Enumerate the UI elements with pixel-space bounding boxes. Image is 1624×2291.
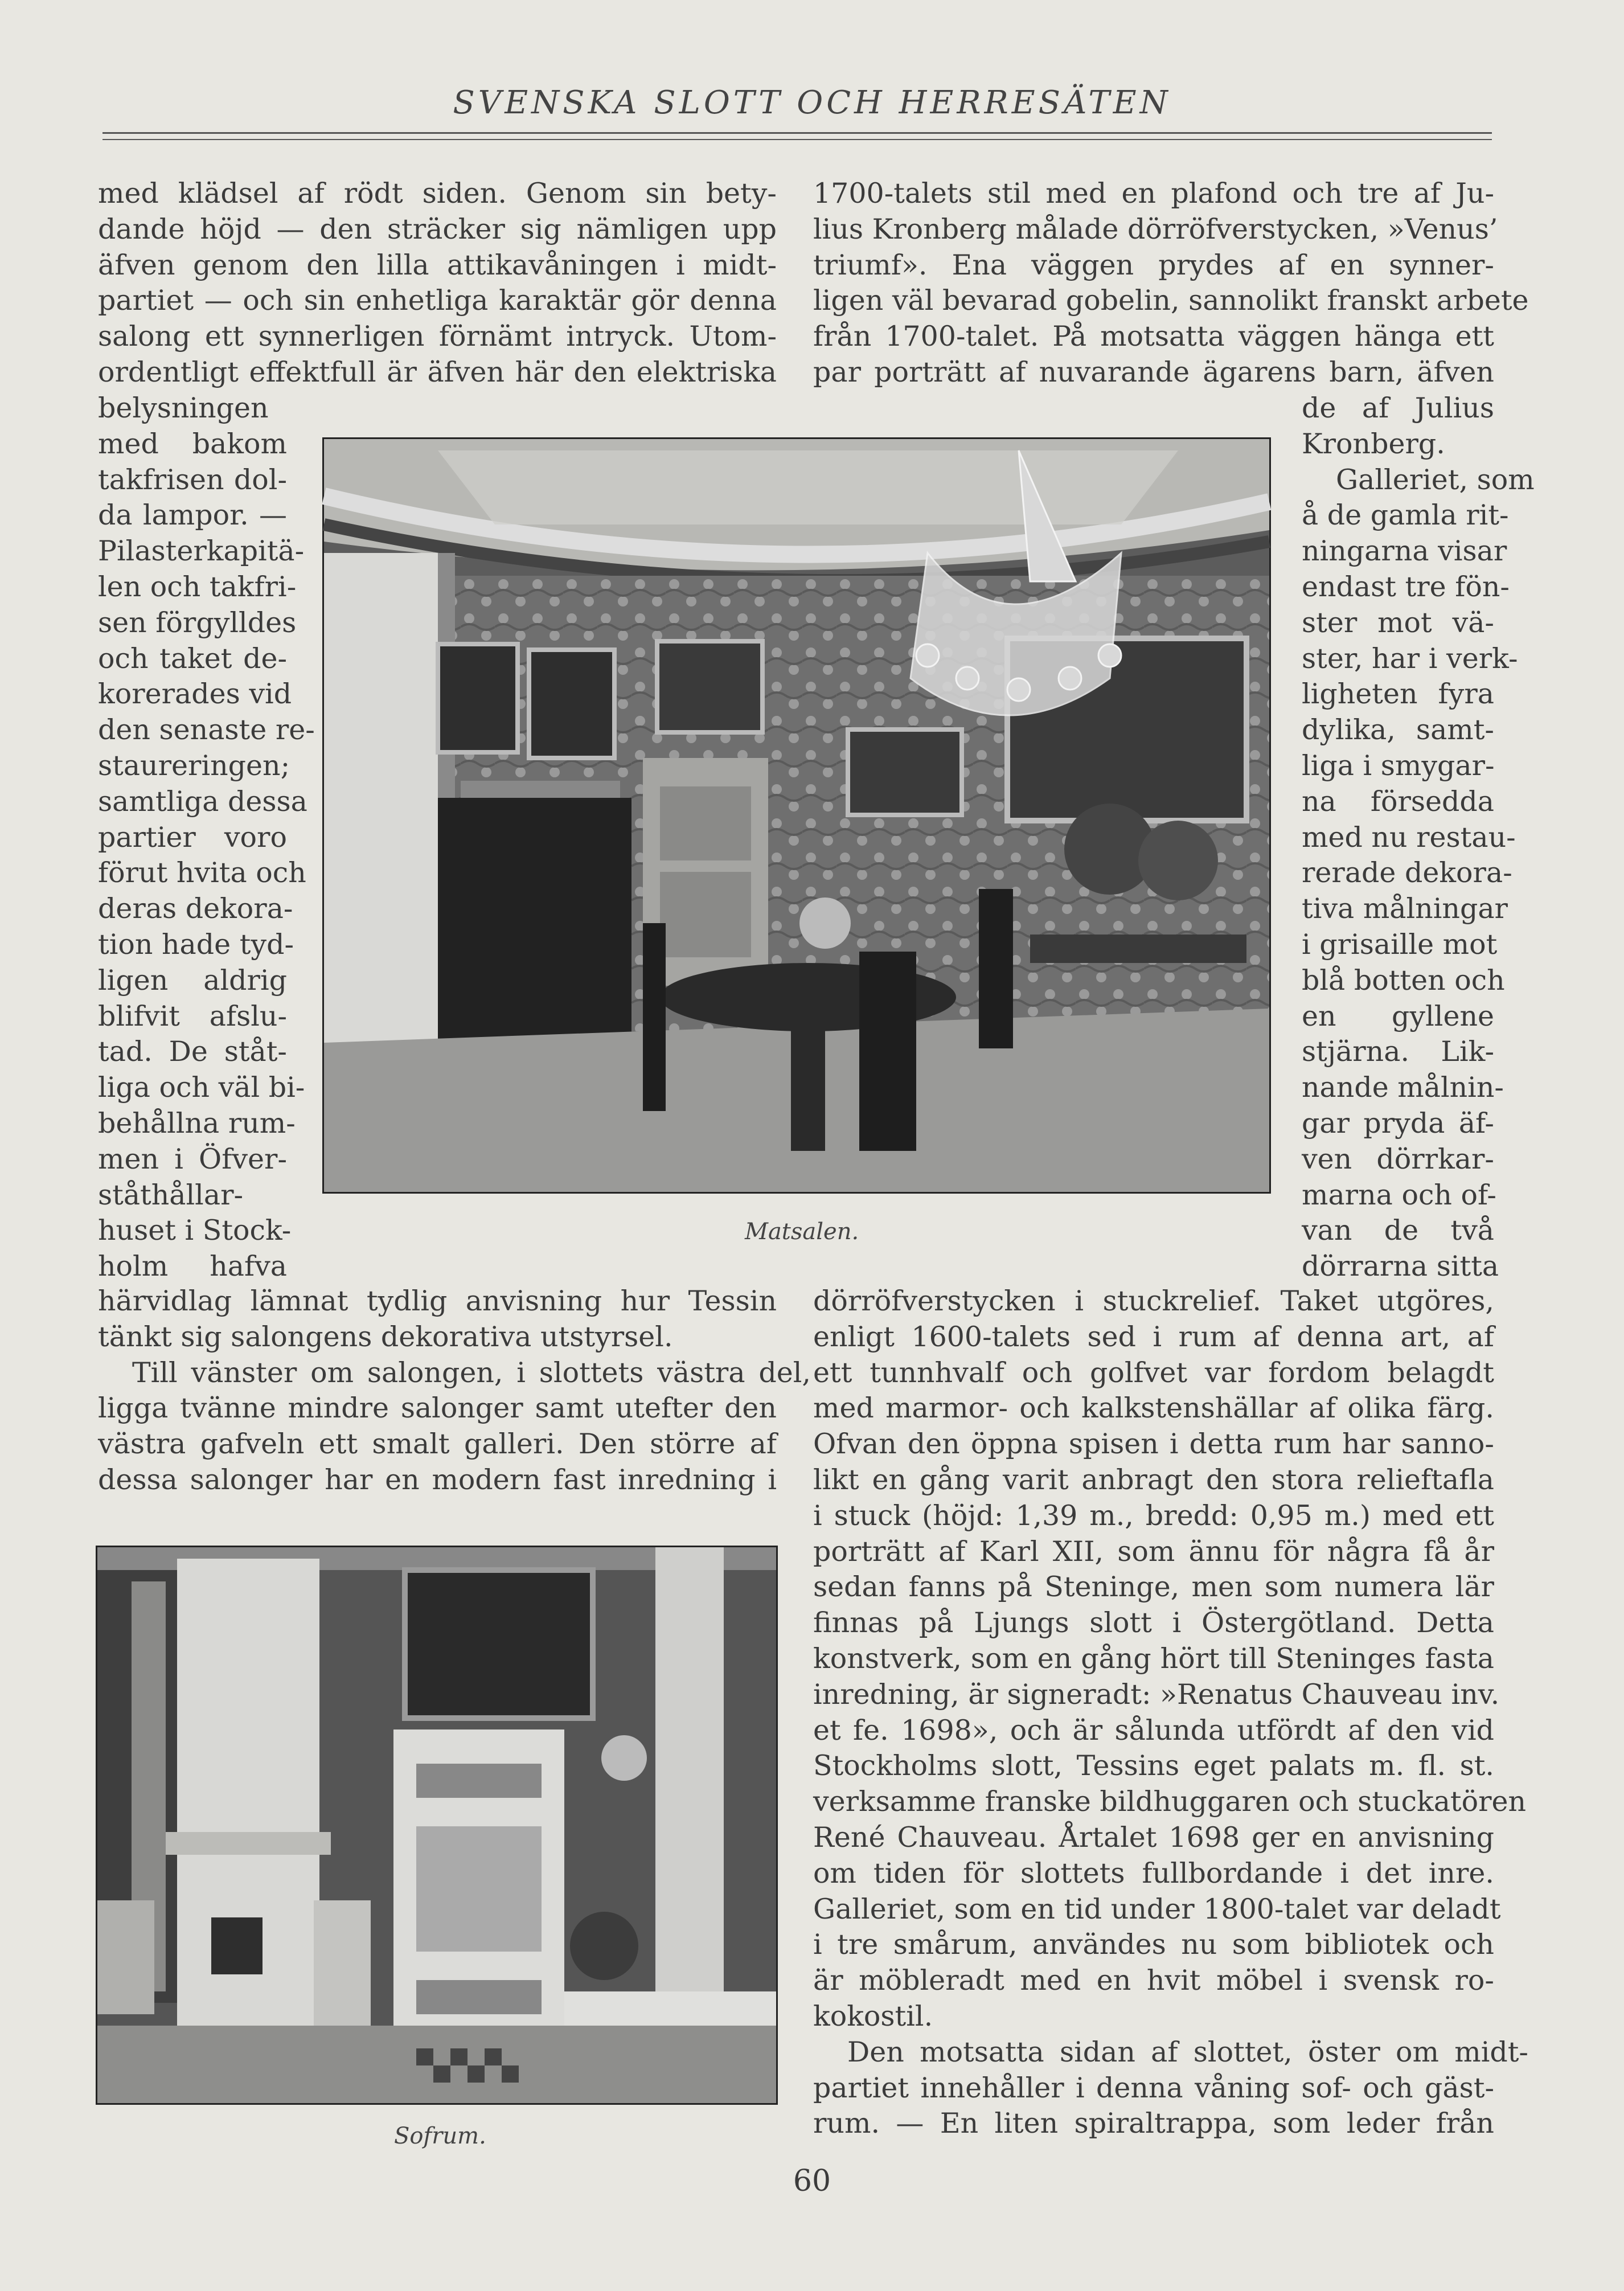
text-line: med nu restau- <box>1302 821 1516 854</box>
text-line: förut hvita och <box>98 856 306 889</box>
text-line: partiet innehåller i denna våning sof- och gäst- <box>813 2072 1494 2104</box>
text-line: 1700-talets stil med en plafond och tre af Ju- <box>813 177 1494 210</box>
text-line: i stuck (höjd: 1,39 m., bredd: 0,95 m.) med ett <box>813 1499 1494 1532</box>
text-line: rum. — En liten spiraltrappa, som leder från <box>813 2107 1494 2140</box>
text-line: äfven genom den lilla attikavåningen i midt- <box>98 249 777 281</box>
text-line: ordentligt effektfull är äfven här den elektriska <box>98 356 777 388</box>
text-line: Galleriet, som en tid under 1800-talet var deladt <box>813 1893 1501 1925</box>
dining-room-photo <box>322 437 1271 1194</box>
text-line: ster, har i verk- <box>1302 642 1518 675</box>
text-line: härvidlag lämnat tydlig anvisning hur Tessin <box>98 1285 777 1317</box>
text-line: holm hafva <box>98 1250 287 1282</box>
text-line: med bakom <box>98 428 287 460</box>
text-line: deras dekora- <box>98 892 293 925</box>
text-line: från 1700-talet. På motsatta väggen hänga ett <box>813 320 1494 353</box>
text-line: kokostil. <box>813 2000 933 2032</box>
text-line: lius Kronberg målade dörröfverstycken, »Venus’ <box>813 213 1498 245</box>
dining-room-illustration <box>324 439 1269 1192</box>
text-line: liga och väl bi- <box>98 1071 305 1104</box>
text-line: tad. De ståt- <box>98 1035 287 1068</box>
text-line: Kronberg. <box>1302 428 1445 460</box>
text-line: är möbleradt med en hvit möbel i svensk ro- <box>813 1964 1494 1997</box>
text-line: ett tunnhvalf och golfvet var fordom belagdt <box>813 1356 1494 1389</box>
text-line: par porträtt af nuvarande ägarens barn, äfven <box>813 356 1494 388</box>
text-line: samtliga dessa <box>98 785 307 818</box>
text-line: tion hade tyd- <box>98 928 294 961</box>
text-line: å de gamla rit- <box>1302 499 1509 531</box>
text-line: Galleriet, som <box>1336 464 1535 496</box>
text-line: len och takfri- <box>98 571 297 603</box>
running-header: SVENSKA SLOTT OCH HERRESÄTEN <box>453 84 1171 121</box>
text-line: en gyllene <box>1302 1000 1494 1032</box>
text-line: porträtt af Karl XII, som ännu för några få år <box>813 1535 1494 1568</box>
text-line: endast tre fön- <box>1302 571 1510 603</box>
left-column-bottom <box>98 1284 811 1498</box>
left-column-top <box>98 176 777 391</box>
text-line: men i Öfver- <box>98 1143 287 1175</box>
text-line: och taket de- <box>98 642 287 675</box>
text-line: da lampor. — <box>98 499 287 531</box>
page-number: 60 <box>793 2164 831 2198</box>
text-line: i grisaille mot <box>1302 928 1498 961</box>
text-line: dande höjd — den sträcker sig nämligen upp <box>98 213 777 245</box>
left-column-wrap <box>98 391 315 1285</box>
text-line: om tiden för slottets fullbordande i det inre. <box>813 1857 1494 1890</box>
right-column-wrap <box>1302 391 1535 1285</box>
text-line: dörröfverstycken i stuckrelief. Taket utgöres, <box>813 1285 1494 1317</box>
text-line: huset i Stock- <box>98 1214 292 1247</box>
right-column-bottom <box>813 1284 1528 2142</box>
text-line: rerade dekora- <box>1302 856 1512 889</box>
text-line: enligt 1600-talets sed i rum af denna art, af <box>813 1321 1494 1353</box>
text-line: de af Julius <box>1302 392 1494 424</box>
text-line: med marmor- och kalkstenshällar af olika färg. <box>813 1392 1494 1424</box>
text-line: sen förgylldes <box>98 606 297 639</box>
text-line: na försedda <box>1302 785 1494 818</box>
text-line: van de två <box>1302 1214 1494 1247</box>
text-line: Pilasterkapitä- <box>98 535 305 567</box>
header-rule-thin <box>102 139 1492 140</box>
text-line: partier voro <box>98 821 287 854</box>
right-column-top <box>813 176 1529 391</box>
text-line: den senaste re- <box>98 714 315 746</box>
text-line: dessa salonger har en modern fast inredning i <box>98 1464 777 1496</box>
text-line: ligen aldrig <box>98 964 287 997</box>
bedroom-illustration <box>97 1547 776 2103</box>
text-line: tänkt sig salongens dekorativa utstyrsel. <box>98 1321 673 1353</box>
text-line: liga i smygar- <box>1302 749 1495 782</box>
text-line: konstverk, som en gång hört till Steninges fasta <box>813 1642 1494 1675</box>
text-line: takfrisen dol- <box>98 464 287 496</box>
text-line: salong ett synnerligen förnämt intryck. Utom- <box>98 320 777 353</box>
bedroom-photo <box>96 1546 778 2105</box>
text-line: inredning, är signeradt: »Renatus Chauveau inv. <box>813 1678 1500 1711</box>
text-line: nande målnin- <box>1302 1071 1504 1104</box>
text-line: ligen väl bevarad gobelin, sannolikt franskt arbete <box>813 284 1529 317</box>
text-line: korerades vid <box>98 678 292 710</box>
text-line: gar pryda äf- <box>1302 1107 1494 1140</box>
text-line: likt en gång varit anbragt den stora relieftafla <box>813 1464 1494 1496</box>
text-line: finnas på Ljungs slott i Östergötland. Detta <box>813 1606 1494 1639</box>
text-line: ningarna visar <box>1302 535 1507 567</box>
text-line: triumf». Ena väggen prydes af en synner- <box>813 249 1494 281</box>
text-line: Ofvan den öppna spisen i detta rum har sanno- <box>813 1428 1494 1460</box>
text-line: i tre smårum, användes nu som bibliotek och <box>813 1928 1494 1961</box>
text-line: partiet — och sin enhetliga karaktär gör denna <box>98 284 777 317</box>
text-line: René Chauveau. Årtalet 1698 ger en anvisning <box>813 1821 1494 1854</box>
text-line: Den motsatta sidan af slottet, öster om midt- <box>847 2036 1528 2068</box>
text-line: dylika, samt- <box>1302 714 1494 746</box>
text-line: Till vänster om salongen, i slottets västra del, <box>132 1356 811 1389</box>
text-line: tiva målningar <box>1302 892 1508 925</box>
bedroom-caption: Sofrum. <box>394 2123 486 2149</box>
text-line: ven dörrkar- <box>1302 1143 1494 1175</box>
text-line: blå botten och <box>1302 964 1505 997</box>
text-line: et fe. 1698», och är sålunda utfördt af den vid <box>813 1714 1494 1747</box>
dining-room-caption: Matsalen. <box>745 1219 859 1245</box>
header-rule <box>102 132 1492 134</box>
text-line: staureringen; <box>98 749 290 782</box>
text-line: verksamme franske bildhuggaren och stuckatören <box>813 1785 1527 1818</box>
text-line: med klädsel af rödt siden. Genom sin bety- <box>98 177 777 210</box>
text-line: marna och of- <box>1302 1179 1496 1211</box>
text-line: Stockholms slott, Tessins eget palats m. fl. st. <box>813 1749 1494 1782</box>
text-line: stjärna. Lik- <box>1302 1035 1494 1068</box>
text-line: ståthållar- <box>98 1179 244 1211</box>
text-line: belysningen <box>98 392 269 424</box>
text-line: ster mot vä- <box>1302 606 1494 639</box>
text-line: ligga tvänne mindre salonger samt utefter den <box>98 1392 777 1424</box>
text-line: västra gafveln ett smalt galleri. Den större af <box>98 1428 777 1460</box>
text-line: blifvit afslu- <box>98 1000 287 1032</box>
text-line: sedan fanns på Steninge, men som numera lär <box>813 1571 1494 1603</box>
text-line: ligheten fyra <box>1302 678 1494 710</box>
text-line: dörrarna sitta <box>1302 1250 1499 1282</box>
text-line: behållna rum- <box>98 1107 296 1140</box>
